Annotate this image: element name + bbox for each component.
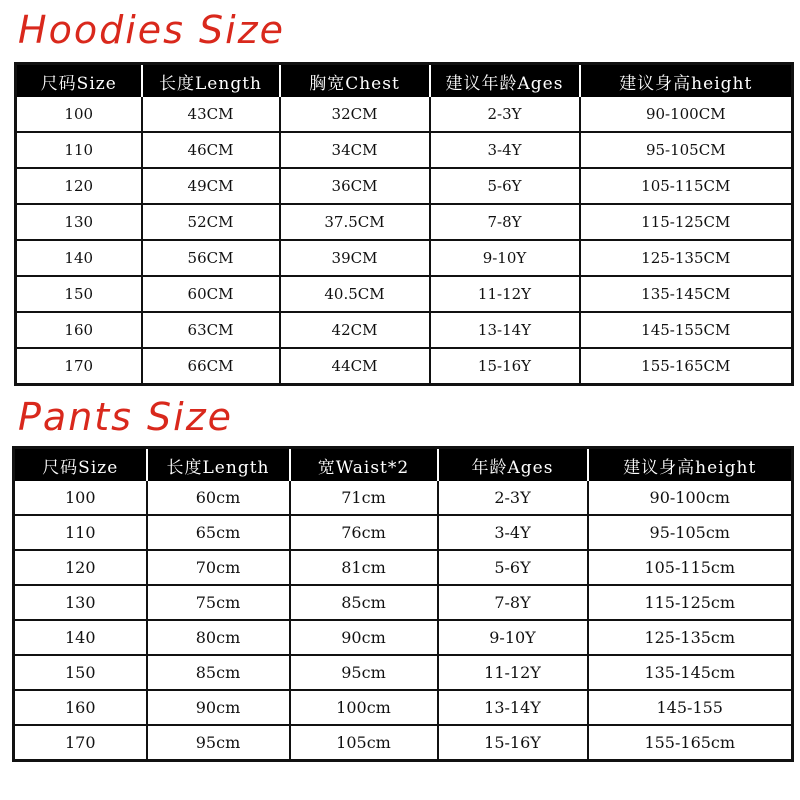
table-cell-size: 170 <box>16 348 142 385</box>
table-cell-ages: 5-6Y <box>438 550 588 585</box>
table-cell-height: 105-115cm <box>588 550 793 585</box>
table-row <box>14 550 793 585</box>
table-cell-size: 120 <box>16 168 142 204</box>
table-cell-measure: 76cm <box>290 515 438 550</box>
table-row <box>16 97 793 132</box>
table-cell-ages: 15-16Y <box>438 725 588 761</box>
table-cell-length: 49CM <box>142 168 280 204</box>
table-cell-measure: 71cm <box>290 481 438 515</box>
table-cell-measure: 95cm <box>290 655 438 690</box>
table-cell-height: 145-155 <box>588 690 793 725</box>
table-cell-size: 140 <box>16 240 142 276</box>
table-cell-measure: 44CM <box>280 348 430 385</box>
table-cell-height: 95-105cm <box>588 515 793 550</box>
table-cell-measure: 36CM <box>280 168 430 204</box>
pants-header-row <box>14 448 793 482</box>
table-cell-height: 90-100cm <box>588 481 793 515</box>
table-cell-ages: 5-6Y <box>430 168 580 204</box>
table-cell-measure: 42CM <box>280 312 430 348</box>
table-cell-size: 100 <box>14 481 147 515</box>
table-cell-length: 80cm <box>147 620 290 655</box>
table-cell-length: 70cm <box>147 550 290 585</box>
table-cell-size: 100 <box>16 97 142 132</box>
table-cell-height: 155-165cm <box>588 725 793 761</box>
table-cell-size: 130 <box>16 204 142 240</box>
table-cell-height: 105-115CM <box>580 168 793 204</box>
table-cell-ages: 2-3Y <box>430 97 580 132</box>
table-cell-height: 135-145CM <box>580 276 793 312</box>
column-header-length: 长度Length <box>147 448 290 482</box>
table-cell-ages: 7-8Y <box>438 585 588 620</box>
table-cell-length: 75cm <box>147 585 290 620</box>
table-cell-ages: 13-14Y <box>430 312 580 348</box>
table-cell-ages: 3-4Y <box>438 515 588 550</box>
pants-size-title: Pants Size <box>18 395 234 439</box>
table-cell-size: 140 <box>14 620 147 655</box>
table-cell-measure: 81cm <box>290 550 438 585</box>
table-cell-height: 115-125cm <box>588 585 793 620</box>
table-cell-length: 43CM <box>142 97 280 132</box>
table-row <box>16 132 793 168</box>
table-cell-length: 60CM <box>142 276 280 312</box>
table-row <box>16 168 793 204</box>
table-cell-ages: 9-10Y <box>438 620 588 655</box>
table-cell-measure: 34CM <box>280 132 430 168</box>
table-row <box>14 515 793 550</box>
table-cell-length: 60cm <box>147 481 290 515</box>
table-cell-size: 110 <box>16 132 142 168</box>
table-cell-size: 160 <box>14 690 147 725</box>
column-header-ages: 年龄Ages <box>438 448 588 482</box>
table-cell-size: 170 <box>14 725 147 761</box>
column-header-height: 建议身高height <box>588 448 793 482</box>
table-row <box>14 585 793 620</box>
table-cell-ages: 11-12Y <box>430 276 580 312</box>
table-cell-size: 160 <box>16 312 142 348</box>
table-cell-measure: 100cm <box>290 690 438 725</box>
table-row <box>14 481 793 515</box>
column-header-ages: 建议年龄Ages <box>430 64 580 98</box>
table-cell-ages: 15-16Y <box>430 348 580 385</box>
column-header-chest: 胸宽Chest <box>280 64 430 98</box>
hoodies-size-table <box>14 62 794 386</box>
table-cell-ages: 7-8Y <box>430 204 580 240</box>
table-cell-height: 95-105CM <box>580 132 793 168</box>
table-row <box>14 620 793 655</box>
table-cell-size: 150 <box>14 655 147 690</box>
table-cell-height: 135-145cm <box>588 655 793 690</box>
table-cell-length: 85cm <box>147 655 290 690</box>
table-cell-size: 150 <box>16 276 142 312</box>
table-cell-length: 66CM <box>142 348 280 385</box>
table-row <box>16 240 793 276</box>
table-cell-measure: 85cm <box>290 585 438 620</box>
column-header-size: 尺码Size <box>14 448 147 482</box>
table-cell-measure: 39CM <box>280 240 430 276</box>
table-cell-length: 95cm <box>147 725 290 761</box>
column-header-size: 尺码Size <box>16 64 142 98</box>
table-row <box>14 655 793 690</box>
table-cell-length: 46CM <box>142 132 280 168</box>
table-cell-ages: 11-12Y <box>438 655 588 690</box>
table-cell-ages: 3-4Y <box>430 132 580 168</box>
table-cell-height: 90-100CM <box>580 97 793 132</box>
table-cell-length: 65cm <box>147 515 290 550</box>
table-cell-measure: 90cm <box>290 620 438 655</box>
table-cell-measure: 105cm <box>290 725 438 761</box>
table-cell-length: 90cm <box>147 690 290 725</box>
table-row <box>16 312 793 348</box>
table-cell-measure: 40.5CM <box>280 276 430 312</box>
hoodies-header-row <box>16 64 793 98</box>
table-cell-size: 130 <box>14 585 147 620</box>
table-row <box>14 725 793 761</box>
table-cell-ages: 13-14Y <box>438 690 588 725</box>
table-cell-height: 145-155CM <box>580 312 793 348</box>
table-cell-length: 63CM <box>142 312 280 348</box>
table-row <box>16 204 793 240</box>
table-cell-height: 125-135cm <box>588 620 793 655</box>
table-cell-size: 110 <box>14 515 147 550</box>
table-cell-size: 120 <box>14 550 147 585</box>
table-cell-measure: 37.5CM <box>280 204 430 240</box>
table-cell-height: 115-125CM <box>580 204 793 240</box>
table-cell-ages: 2-3Y <box>438 481 588 515</box>
table-cell-measure: 32CM <box>280 97 430 132</box>
table-cell-height: 125-135CM <box>580 240 793 276</box>
pants-size-table <box>12 446 794 762</box>
column-header-length: 长度Length <box>142 64 280 98</box>
table-row <box>16 276 793 312</box>
column-header-height: 建议身高height <box>580 64 793 98</box>
table-cell-ages: 9-10Y <box>430 240 580 276</box>
table-cell-length: 56CM <box>142 240 280 276</box>
hoodies-size-title: Hoodies Size <box>18 8 286 52</box>
column-header-waist: 宽Waist*2 <box>290 448 438 482</box>
table-cell-length: 52CM <box>142 204 280 240</box>
table-row <box>16 348 793 385</box>
table-cell-height: 155-165CM <box>580 348 793 385</box>
table-row <box>14 690 793 725</box>
